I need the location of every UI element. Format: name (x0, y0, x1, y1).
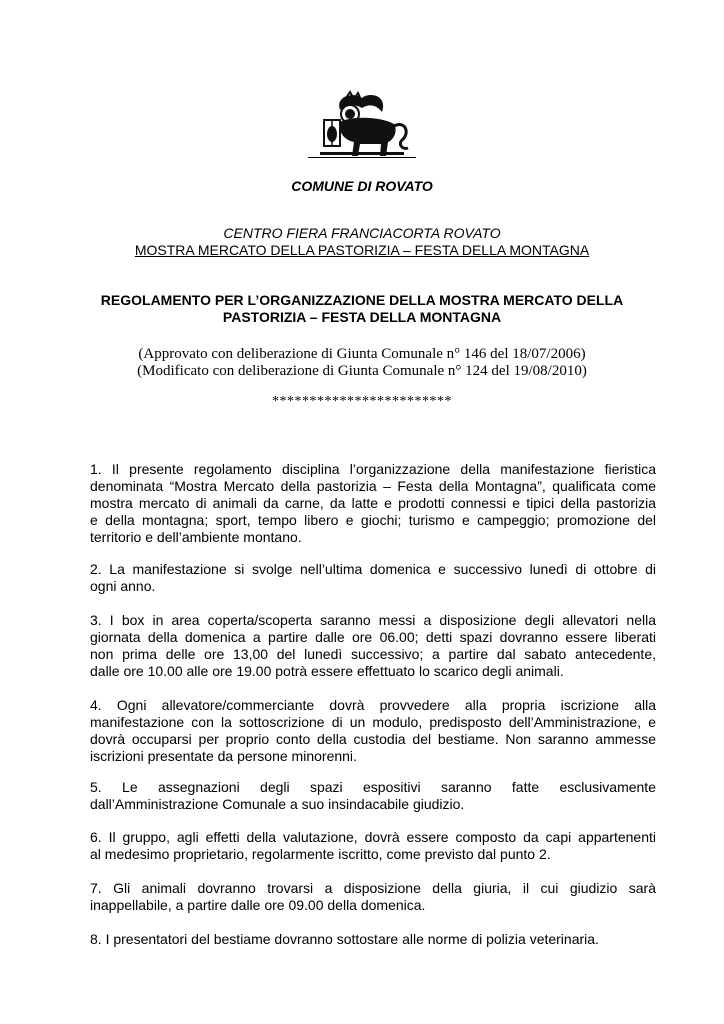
article-8-line: 8. I presentatori del bestiame dovranno sottostare alle norme di polizia veterinaria. (90, 931, 599, 947)
article-8 (90, 931, 656, 948)
article-6 (90, 829, 656, 863)
article-5-line: 5. Le assegnazioni degli spazi espositivi saranno fatte esclusivamente (90, 779, 656, 795)
article-6-line: al medesimo proprietario, regolarmente iscritto, come previsto dal punto 2. (90, 846, 551, 862)
article-3 (90, 612, 656, 680)
article-5-line: dall’Amministrazione Comunale a suo insindacabile giudizio. (90, 796, 465, 812)
lion-of-saint-mark-emblem-icon (310, 90, 414, 160)
article-1-line: e della montagna; sport, tempo libero e giochi; turismo e campeggio; promozione del (90, 512, 656, 528)
article-7-line: inappellabile, a partire dalle ore 09.00 della domenica. (90, 897, 426, 913)
article-7-line: 7. Gli animali dovranno trovarsi a disposizione della giuria, il cui giudizio sarà (90, 880, 656, 896)
article-2 (90, 561, 656, 595)
regolamento-title-line-2: PASTORIZIA – FESTA DELLA MONTAGNA (222, 309, 502, 325)
article-5 (90, 779, 656, 813)
modificato-note: (Modificato con deliberazione di Giunta Comunale n° 124 del 19/08/2010) (137, 363, 587, 379)
article-4-line: manifestazione con la sottoscrizione di un modulo, predisposto dell’Amministrazione, e (90, 714, 656, 730)
article-1-line: 1. Il presente regolamento disciplina l’organizzazione della manifestazione fieristica (90, 461, 656, 477)
article-3-line: non prima delle ore 13,00 del lunedì successivo; a partire dal sabato antecedente, (90, 646, 656, 662)
comune-title: COMUNE DI ROVATO (291, 178, 433, 194)
article-4 (90, 697, 656, 765)
article-2-line: 2. La manifestazione si svolge nell’ultima domenica e successivo lunedì di ottobre di (90, 561, 656, 577)
article-2-line: ogni anno. (90, 578, 156, 594)
article-1-line: denominata “Mostra Mercato della pastorizia – Festa della Montagna”, qualificata come (90, 478, 656, 494)
article-4-line: dovrà occuparsi per proprio conto della custodia del bestiame. Non saranno ammesse (90, 731, 656, 747)
article-7 (90, 880, 656, 914)
article-1 (90, 461, 656, 546)
article-1-line: mostra mercato di animali da carne, da latte e prodotti connessi e tipici della pastorizia (90, 495, 656, 511)
article-6-line: 6. Il gruppo, agli effetti della valutazione, dovrà essere composto da capi appartenenti (90, 829, 656, 845)
mostra-mercato-title: MOSTRA MERCATO DELLA PASTORIZIA – FESTA DELLA MONTAGNA (134, 242, 590, 258)
logo-underline (308, 157, 416, 158)
centro-fiera-title: CENTRO FIERA FRANCIACORTA ROVATO (223, 225, 501, 241)
article-1-line: territorio e dell’ambiente montano. (90, 529, 302, 545)
article-3-line: 3. I box in area coperta/scoperta saranno messi a disposizione degli allevatori nella (90, 612, 656, 628)
article-4-line: 4. Ogni allevatore/commerciante dovrà provvedere alla propria iscrizione alla (90, 697, 656, 713)
regolamento-title-line-1: REGOLAMENTO PER L’ORGANIZZAZIONE DELLA MOSTRA MERCATO DELLA (100, 292, 624, 308)
separator-stars: ************************ (272, 394, 452, 409)
approval-notes (60, 346, 664, 380)
article-3-line: dalle ore 10.00 alle ore 19.00 potrà essere effettuato lo scarico degli animali. (90, 663, 564, 679)
approvato-note: (Approvato con deliberazione di Giunta Comunale n° 146 del 18/07/2006) (138, 346, 586, 362)
regolamento-title (60, 292, 664, 326)
article-3-line: giornata della domenica a partire dalle ore 06.00; detti spazi dovranno essere liberati (90, 629, 656, 645)
article-4-line: iscrizioni presentate da persone minorenni. (90, 748, 357, 764)
